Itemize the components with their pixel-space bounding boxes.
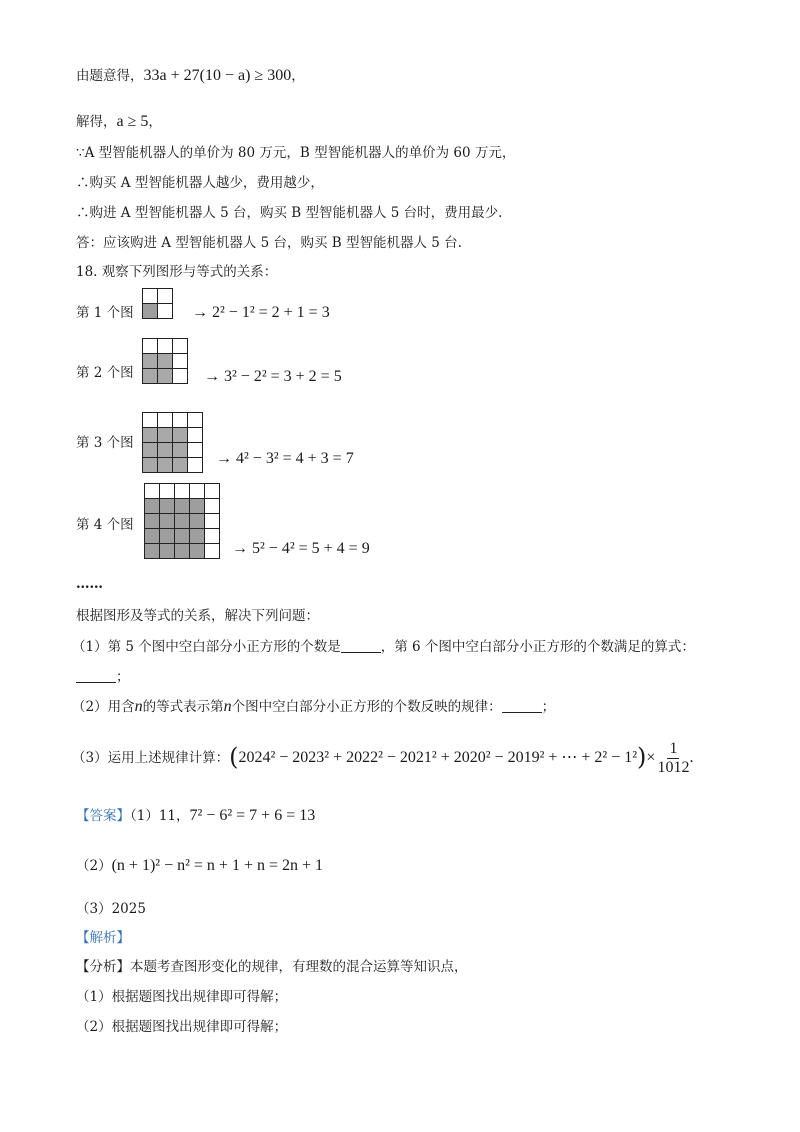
text: n <box>134 698 143 715</box>
answer-blank <box>502 698 542 713</box>
question-intro: 根据图形及等式的关系，解决下列问题： <box>76 608 319 624</box>
fig2-label: 第 2 个图 <box>76 365 134 381</box>
analysis-step-2: （2）根据题图找出规律即可得解； <box>76 1019 288 1035</box>
text: 个图中空白部分小正方形的个数反映的规律： <box>231 699 502 715</box>
text: （1）11， <box>130 808 190 824</box>
fig3-grid <box>142 412 203 473</box>
text: 的等式表示第 <box>142 699 224 715</box>
answer-tag: 【答案】 <box>76 808 130 824</box>
solution-line-solve <box>76 112 162 132</box>
fig2-grid <box>142 338 188 384</box>
solve-math: a ≥ 5 <box>116 113 149 130</box>
fig1-label: 第 1 个图 <box>76 305 134 321</box>
text: ； <box>541 699 556 715</box>
text: 1 <box>669 740 678 757</box>
text: （1）第 5 个图中空白部分小正方形的个数是 <box>72 639 341 655</box>
text: × <box>646 749 656 766</box>
fraction <box>657 740 689 777</box>
inequality-math: 33a + 27(10 − a) ≥ 300 <box>143 67 292 84</box>
analysis-step-1: （1）根据题图找出规律即可得解； <box>76 989 288 1005</box>
fig4-label: 第 4 个图 <box>76 517 134 533</box>
analysis-fenxi: 【分析】本题考查图形变化的规律，有理数的混合运算等知识点， <box>76 959 468 975</box>
text: 1012 <box>657 759 690 776</box>
solution-line-3: ∵A 型智能机器人的单价为 80 万元，B 型智能机器人的单价为 60 万元， <box>76 145 516 161</box>
solution-line-5: ∴购进 A 型智能机器人 5 台，购买 B 型智能机器人 5 台时，费用最少. <box>76 205 503 221</box>
fig2-equation: → 3² − 2² = 3 + 2 = 5 <box>204 368 342 385</box>
answer-1-math: 7² − 6² = 7 + 6 = 13 <box>189 807 316 824</box>
sub-question-3 <box>72 740 693 777</box>
text: ，第 6 个图中空白部分小正方形的个数满足的算式： <box>380 639 695 655</box>
fig3-label: 第 3 个图 <box>76 435 134 451</box>
text: （3）运用上述规律计算： <box>72 750 230 766</box>
answer-line-6: 答：应该购进 A 型智能机器人 5 台，购买 B 型智能机器人 5 台. <box>76 235 462 251</box>
text: ； <box>116 669 130 685</box>
text: 解得， <box>76 114 117 130</box>
sub-question-1 <box>72 637 695 657</box>
sub-question-1-cont <box>76 667 130 687</box>
text: n <box>223 698 232 715</box>
solution-line-inequality <box>76 66 305 86</box>
question-18-title: 18. 观察下列图形与等式的关系： <box>76 264 278 280</box>
text: ， <box>291 68 305 84</box>
text: （2）用含 <box>72 699 135 715</box>
answer-2-math: (n + 1)² − n² = n + 1 + n = 2n + 1 <box>111 857 324 874</box>
solution-line-4: ∴购买 A 型智能机器人越少，费用越少， <box>76 175 324 191</box>
fig1-equation: → 2² − 1² = 2 + 1 = 3 <box>192 304 330 321</box>
sub-question-2 <box>72 697 555 717</box>
answer-1 <box>76 806 315 826</box>
text: （2） <box>76 858 112 874</box>
fig1-grid <box>142 288 173 319</box>
answer-2 <box>76 856 323 876</box>
answer-blank <box>76 668 116 683</box>
text: . <box>689 749 694 766</box>
paren-open: ( <box>229 743 239 771</box>
alternating-squares-expr: 2024² − 2023² + 2022² − 2021² + 2020² − 2019² + ⋯ + 2² − 1² <box>238 749 638 766</box>
paren-close: ) <box>637 743 647 771</box>
analysis-tag: 【解析】 <box>76 930 130 946</box>
fig4-grid <box>144 483 220 559</box>
fig3-equation: → 4² − 3² = 4 + 3 = 7 <box>216 450 354 467</box>
text: 由题意得， <box>76 68 144 84</box>
text: ， <box>148 114 162 130</box>
answer-blank <box>341 638 381 653</box>
ellipsis: …… <box>76 576 103 592</box>
fig4-equation: → 5² − 4² = 5 + 4 = 9 <box>232 540 370 557</box>
answer-3: （3）2025 <box>76 901 146 917</box>
